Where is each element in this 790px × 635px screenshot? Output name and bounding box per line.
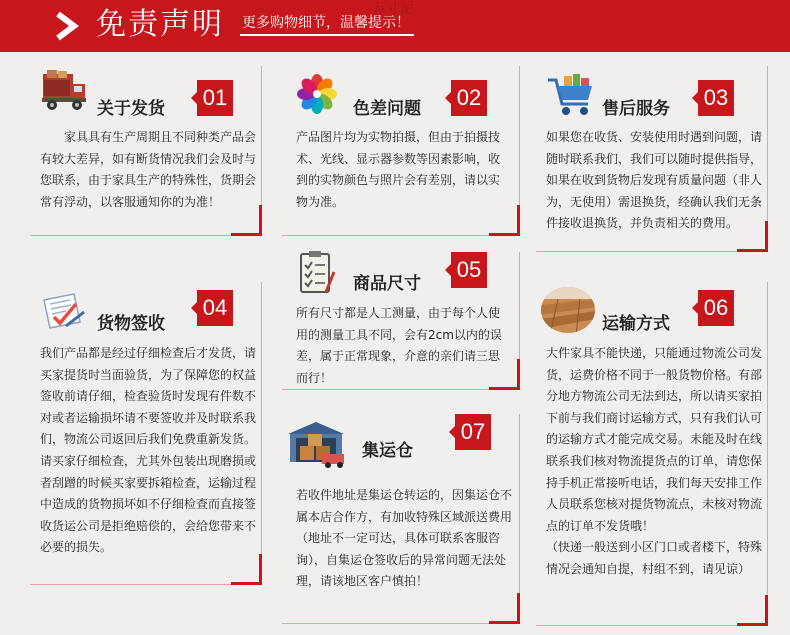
watermark-text: 万寸泥	[372, 1, 414, 17]
card-number-badge: 05	[451, 252, 487, 288]
warehouse-icon	[286, 420, 350, 468]
card-title: 货物签收	[97, 314, 165, 334]
card-title: 运输方式	[602, 314, 670, 334]
card-title: 关于发货	[97, 99, 165, 119]
shopping-cart-icon	[546, 74, 596, 118]
card-body: 所有尺寸都是人工测量，由于每个人使用的测量工具不同，会有2cm以内的误差，属于正常现象，介意的亲们请三思而行！	[296, 306, 502, 385]
page-subtitle: 更多购物细节，温馨提示！	[240, 12, 414, 36]
card-number-badge: 07	[455, 414, 491, 450]
card-body: 产品图片均为实物拍摄，但由于拍摄技术、光线、显示器参数等因素影响，收到的实物颜色与照片会有差别，请以实物为准。	[296, 130, 501, 209]
card-body: 家具具有生产周期且不同种类产品会有较大差异，如有断货情况我们会及时与您联系，由于家具生产的特殊性，货期会常有浮动，以客服通知你的为准！	[40, 130, 257, 209]
header-banner	[0, 0, 790, 52]
card-title: 商品尺寸	[353, 274, 421, 294]
card-number-badge: 03	[698, 80, 734, 116]
card-body: 如果您在收货、安装使用时遇到问题，请随时联系我们，我们可以随时提供指导，如果在收到货物后发现有质量问题（非人为，无使用）需退换货，经确认我们无条件接收退换货，并负责相关的费用。	[546, 130, 763, 231]
card-number-badge: 06	[698, 290, 734, 326]
card-body-main: 大件家具不能快递，只能通过物流公司发货，运费价格不同于一般货物价格。有部分地方物流公司无法到达，所以请买家拍下前与我们商讨运输方式，只有我们认可的运输方式才能完成交易。未能及时在线联系我们核对物流提货点的订单，请您保持手机正常接听电话，我们每天安排工作人员联系您核对提货物流点，未核对物流点的订单不发货哦！	[546, 346, 763, 533]
card-body	[546, 343, 764, 581]
delivery-truck-icon	[40, 70, 88, 114]
arrow-right-icon	[52, 11, 82, 41]
card-body-note: （快递一般送到小区门口或者楼下，特殊情况会通知自提，村组不到，请见谅）	[546, 540, 763, 576]
signed-document-icon	[40, 290, 86, 332]
card-body: 我们产品都是经过仔细检查后才发货，请买家提货时当面验货，为了保障您的权益签收前请仔细，检查验货时发现有件数不对或者运输损坏请不要签收并及时联系我们，物流公司返回后我们免费重新发货。请买家仔细检查，尤其外包装出现磨损或者刮蹭的时候买家要拆箱检查，运输过程中造成的货物损坏如不仔细检查而直接签收货运公司是拒绝赔偿的，会给您带来不必要的损失。	[40, 346, 257, 555]
card-body: 若收件地址是集运仓转运的，因集运仓不属本店合作方，有加收特殊区域派送费用（地址不一定可达，具体可联系客服咨询），自集运仓签收后的异常问题无法处理，请该地区客户慎拍！	[296, 488, 513, 589]
clipboard-checklist-icon	[296, 250, 336, 294]
wooden-floor-icon	[540, 285, 596, 335]
color-palette-icon	[294, 74, 340, 114]
card-title: 集运仓	[362, 441, 413, 461]
card-title: 售后服务	[602, 99, 670, 119]
card-title: 色差问题	[353, 99, 421, 119]
page-title: 免责声明	[96, 7, 224, 42]
card-number-badge: 02	[451, 80, 487, 116]
card-number-badge: 04	[197, 290, 233, 326]
card-number-badge: 01	[197, 80, 233, 116]
